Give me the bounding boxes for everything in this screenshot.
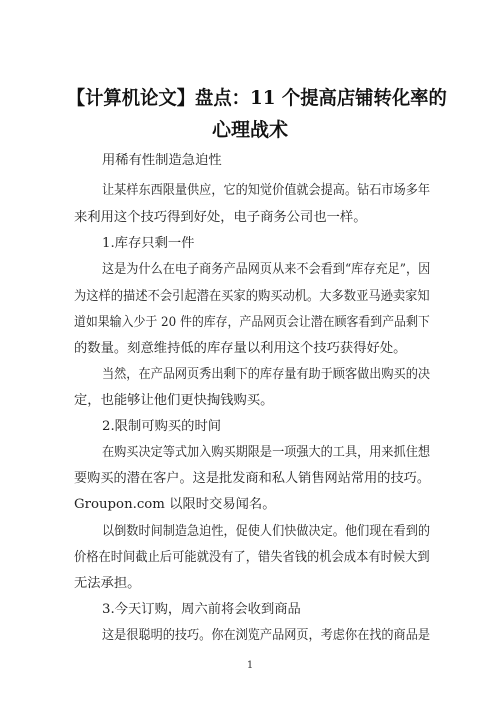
- paragraph-line: Groupon.com 以限时交易闻名。: [74, 497, 276, 512]
- section-heading: 3.今天订购，周六前将会收到商品: [102, 602, 301, 617]
- paragraph-line: 道如果输入少于 20 件的库存，产品网页会让潜在顾客看到产品剩下: [74, 315, 430, 330]
- paragraph-line: 让某样东西限量供应，它的知觉价值就会提高。钻石市场多年: [102, 183, 430, 198]
- paragraph-line: 在购买决定等式加入购买期限是一项强大的工具，用来抓住想: [102, 445, 430, 460]
- paragraph-line: 要购买的潜在客户。这是批发商和私人销售网站常用的技巧。: [74, 471, 430, 486]
- paragraph-line: 当然，在产品网页秀出剩下的库存量有助于顾客做出购买的决: [102, 367, 430, 382]
- paragraph-line: 无法承担。: [74, 576, 141, 591]
- document-title-line-1: 【计算机论文】盘点：11 个提高店铺转化率的: [66, 87, 447, 109]
- paragraph-line: 定，也能够让他们更快掏钱购买。: [74, 393, 274, 408]
- section-heading: 2.限制可购买的时间: [102, 419, 222, 434]
- paragraph-line: 的数量。刻意维持低的库存量以利用这个技巧获得好处。: [74, 341, 407, 356]
- paragraph-line: 这是很聪明的技巧。你在浏览产品网页，考虑你在找的商品是: [102, 628, 430, 643]
- section-heading: 用稀有性制造急迫性: [102, 153, 222, 168]
- paragraph-line: 价格在时间截止后可能就没有了，错失省钱的机会成本有时候大到: [74, 550, 430, 565]
- page-number: 1: [246, 660, 254, 671]
- paragraph-line: 来利用这个技巧得到好处，电子商务公司也一样。: [74, 210, 367, 225]
- paragraph-line: 以倒数时间制造急迫性，促使人们快做决定。他们现在看到的: [102, 524, 430, 539]
- paragraph-line: 为这样的描述不会引起潜在买家的购买动机。大多数亚马逊卖家知: [74, 289, 430, 304]
- section-heading: 1.库存只剩一件: [102, 236, 195, 251]
- document-title-line-2: 心理战术: [211, 119, 288, 141]
- paragraph-line: 这是为什么在电子商务产品网页从来不会看到“库存充足”，因: [102, 262, 431, 277]
